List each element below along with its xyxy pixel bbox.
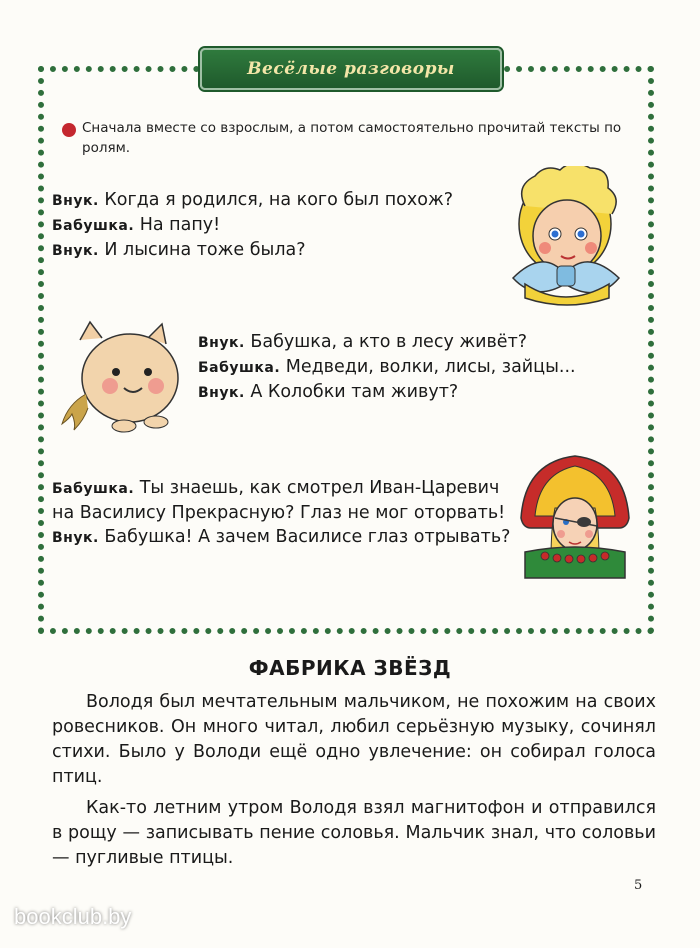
speaker: Внук. (52, 193, 99, 209)
banner-title: Весёлые разговоры (247, 59, 455, 79)
speaker: Внук. (52, 530, 99, 546)
dialogue-line (52, 238, 512, 263)
dialogue-line (198, 355, 638, 380)
dialogue-3 (52, 476, 512, 550)
replica: Ты знаешь, как смотрел Иван-Царевич на Василису Прекрасную? Глаз не мог оторвать! (52, 478, 506, 523)
paragraph: Как-то летним утром Володя взял магнитофон и отправился в рощу — записывать пение соловья. Мальчик знал, что соловьи — пугливые птицы. (52, 798, 656, 868)
dialogue-2 (198, 330, 638, 405)
speaker: Внук. (198, 335, 245, 351)
dialogue-line (198, 330, 638, 355)
dialogue-line (52, 188, 512, 213)
replica: Бабушка! А зачем Василисе глаз отрывать? (98, 527, 511, 547)
dialogue-line (52, 525, 512, 550)
page-number: 5 (634, 878, 643, 893)
dialogue-line (52, 213, 512, 238)
instruction-text: Сначала вместе со взрослым, а потом самостоятельно прочитай тексты по ролям. (82, 120, 622, 156)
speaker: Внук. (198, 385, 245, 401)
story-title: ФАБРИКА ЗВЁЗД (248, 656, 452, 680)
watermark: bookclub.by (14, 904, 132, 929)
baby-illustration (505, 166, 635, 306)
speaker: Внук. (52, 243, 99, 259)
kolobok-illustration (52, 320, 192, 438)
speaker: Бабушка. (198, 360, 281, 376)
speaker: Бабушка. (52, 481, 135, 497)
replica: И лысина тоже была? (98, 240, 306, 260)
dialogue-1 (52, 188, 512, 263)
replica: На папу! (134, 215, 221, 235)
vasilisa-illustration (515, 452, 635, 582)
dialogue-line (52, 476, 512, 525)
paragraph: Володя был мечтательным мальчиком, не похожим на своих ровесников. Он много читал, любил серьёзную музыку, сочинял стихи. Было у Володи ещё одно увлечение: он собирал голоса птиц. (52, 692, 656, 787)
replica: Медведи, волки, лисы, зайцы... (280, 357, 576, 377)
dialogue-line (198, 380, 638, 405)
replica: Бабушка, а кто в лесу живёт? (244, 332, 528, 352)
section-banner (200, 48, 502, 90)
replica: А Колобки там живут? (244, 382, 459, 402)
story-text (52, 690, 656, 877)
instruction (62, 118, 642, 158)
replica: Когда я родился, на кого был похож? (98, 190, 454, 210)
speaker: Бабушка. (52, 218, 135, 234)
